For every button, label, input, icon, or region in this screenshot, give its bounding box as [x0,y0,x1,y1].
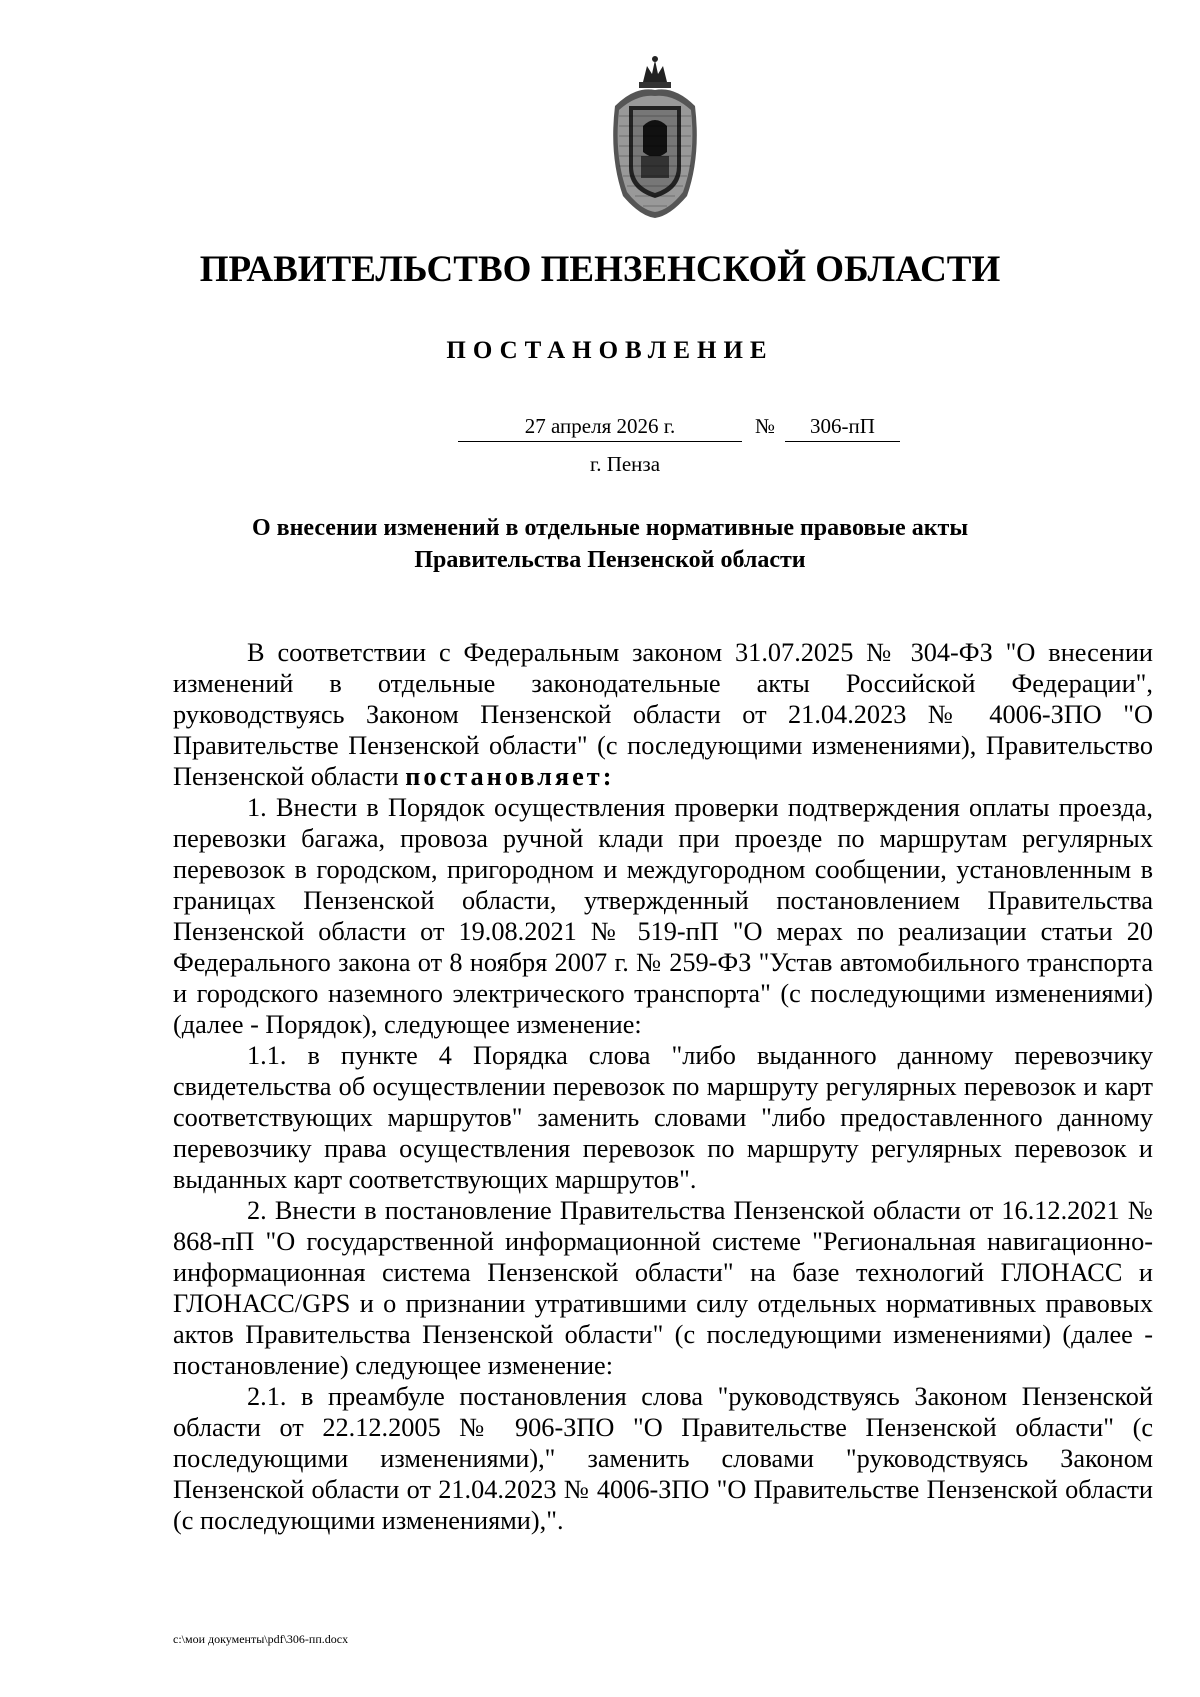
preamble-text: В соответствии с Федеральным законом 31.07.2025 № 304-ФЗ "О внесении изменений в отдельные законодательные акты Российской Федерации", руководствуясь Законом Пензенской области от 21.04.2023 № 4006-ЗПО "О Правительстве Пензенской области" (с последующими изменениями), Правительство Пензенской области [173,638,1153,791]
coat-of-arms-emblem [605,56,705,219]
paragraph-2: 2. Внести в постановление Правительства Пензенской области от 16.12.2021 № 868-пП "О государственной информационной системе "Региональная навигационно-информационная система Пензенской области" на базе технологий ГЛОНАСС и ГЛОНАСС/GPS и о признании утратившими силу отдельных нормативных правовых актов Правительства Пензенской области" (с последующими изменениями) (далее - постановление) следующее изменение: [173,1196,1153,1380]
city-label: г. Пенза [589,452,661,476]
decree-body [173,637,1153,1536]
resolves-word: постановляет: [405,762,615,791]
document-type: ПОСТАНОВЛЕНИЕ [446,337,774,364]
decree-number: 306-пП [785,411,900,442]
subject-line-2: Правительства Пензенской области [414,547,806,573]
paragraph-2-1: 2.1. в преамбуле постановления слова "руководствуясь Законом Пензенской области от 22.12.2005 № 906-ЗПО "О Правительстве Пензенской области" (с последующими изменениями)," заменить словами "руководствуясь Законом Пензенской области от 21.04.2023 № 4006-ЗПО "О Правительстве Пензенской области (с последующими изменениями),". [173,1382,1153,1535]
decree-date: 27 апреля 2026 г. [458,411,742,442]
decree-subject [160,512,1060,576]
preamble-paragraph [173,637,1153,792]
paragraph-1-1: 1.1. в пункте 4 Порядка слова "либо выданного данному перевозчику свидетельства об осуществлении перевозок по маршруту регулярных перевозок и карт соответствующих маршрутов" заменить словами "либо предоставленного данному перевозчику права осуществления перевозок по маршруту регулярных перевозок и выданных карт соответствующих маршрутов". [173,1041,1153,1194]
number-sign: № [754,414,776,438]
paragraph-1: 1. Внести в Порядок осуществления проверки подтверждения оплаты проезда, перевозки багажа, провоза ручной клади при проезде по маршрутам регулярных перевозок в городском, пригородном и междугородном сообщении, установленным в границах Пензенской области, утвержденный постановлением Правительства Пензенской области от 19.08.2021 № 519-пП "О мерах по реализации статьи 20 Федерального закона от 8 ноября 2007 г. № 259-ФЗ "Устав автомобильного транспорта и городского наземного электрического транспорта" (с последующими изменениями) (далее - Порядок), следующее изменение: [173,793,1153,1039]
file-path-footer: c:\мои документы\pdf\306-пп.docx [173,1632,349,1646]
government-title: ПРАВИТЕЛЬСТВО ПЕНЗЕНСКОЙ ОБЛАСТИ [199,249,1001,290]
subject-line-1: О внесении изменений в отдельные нормативные правовые акты [251,515,969,541]
